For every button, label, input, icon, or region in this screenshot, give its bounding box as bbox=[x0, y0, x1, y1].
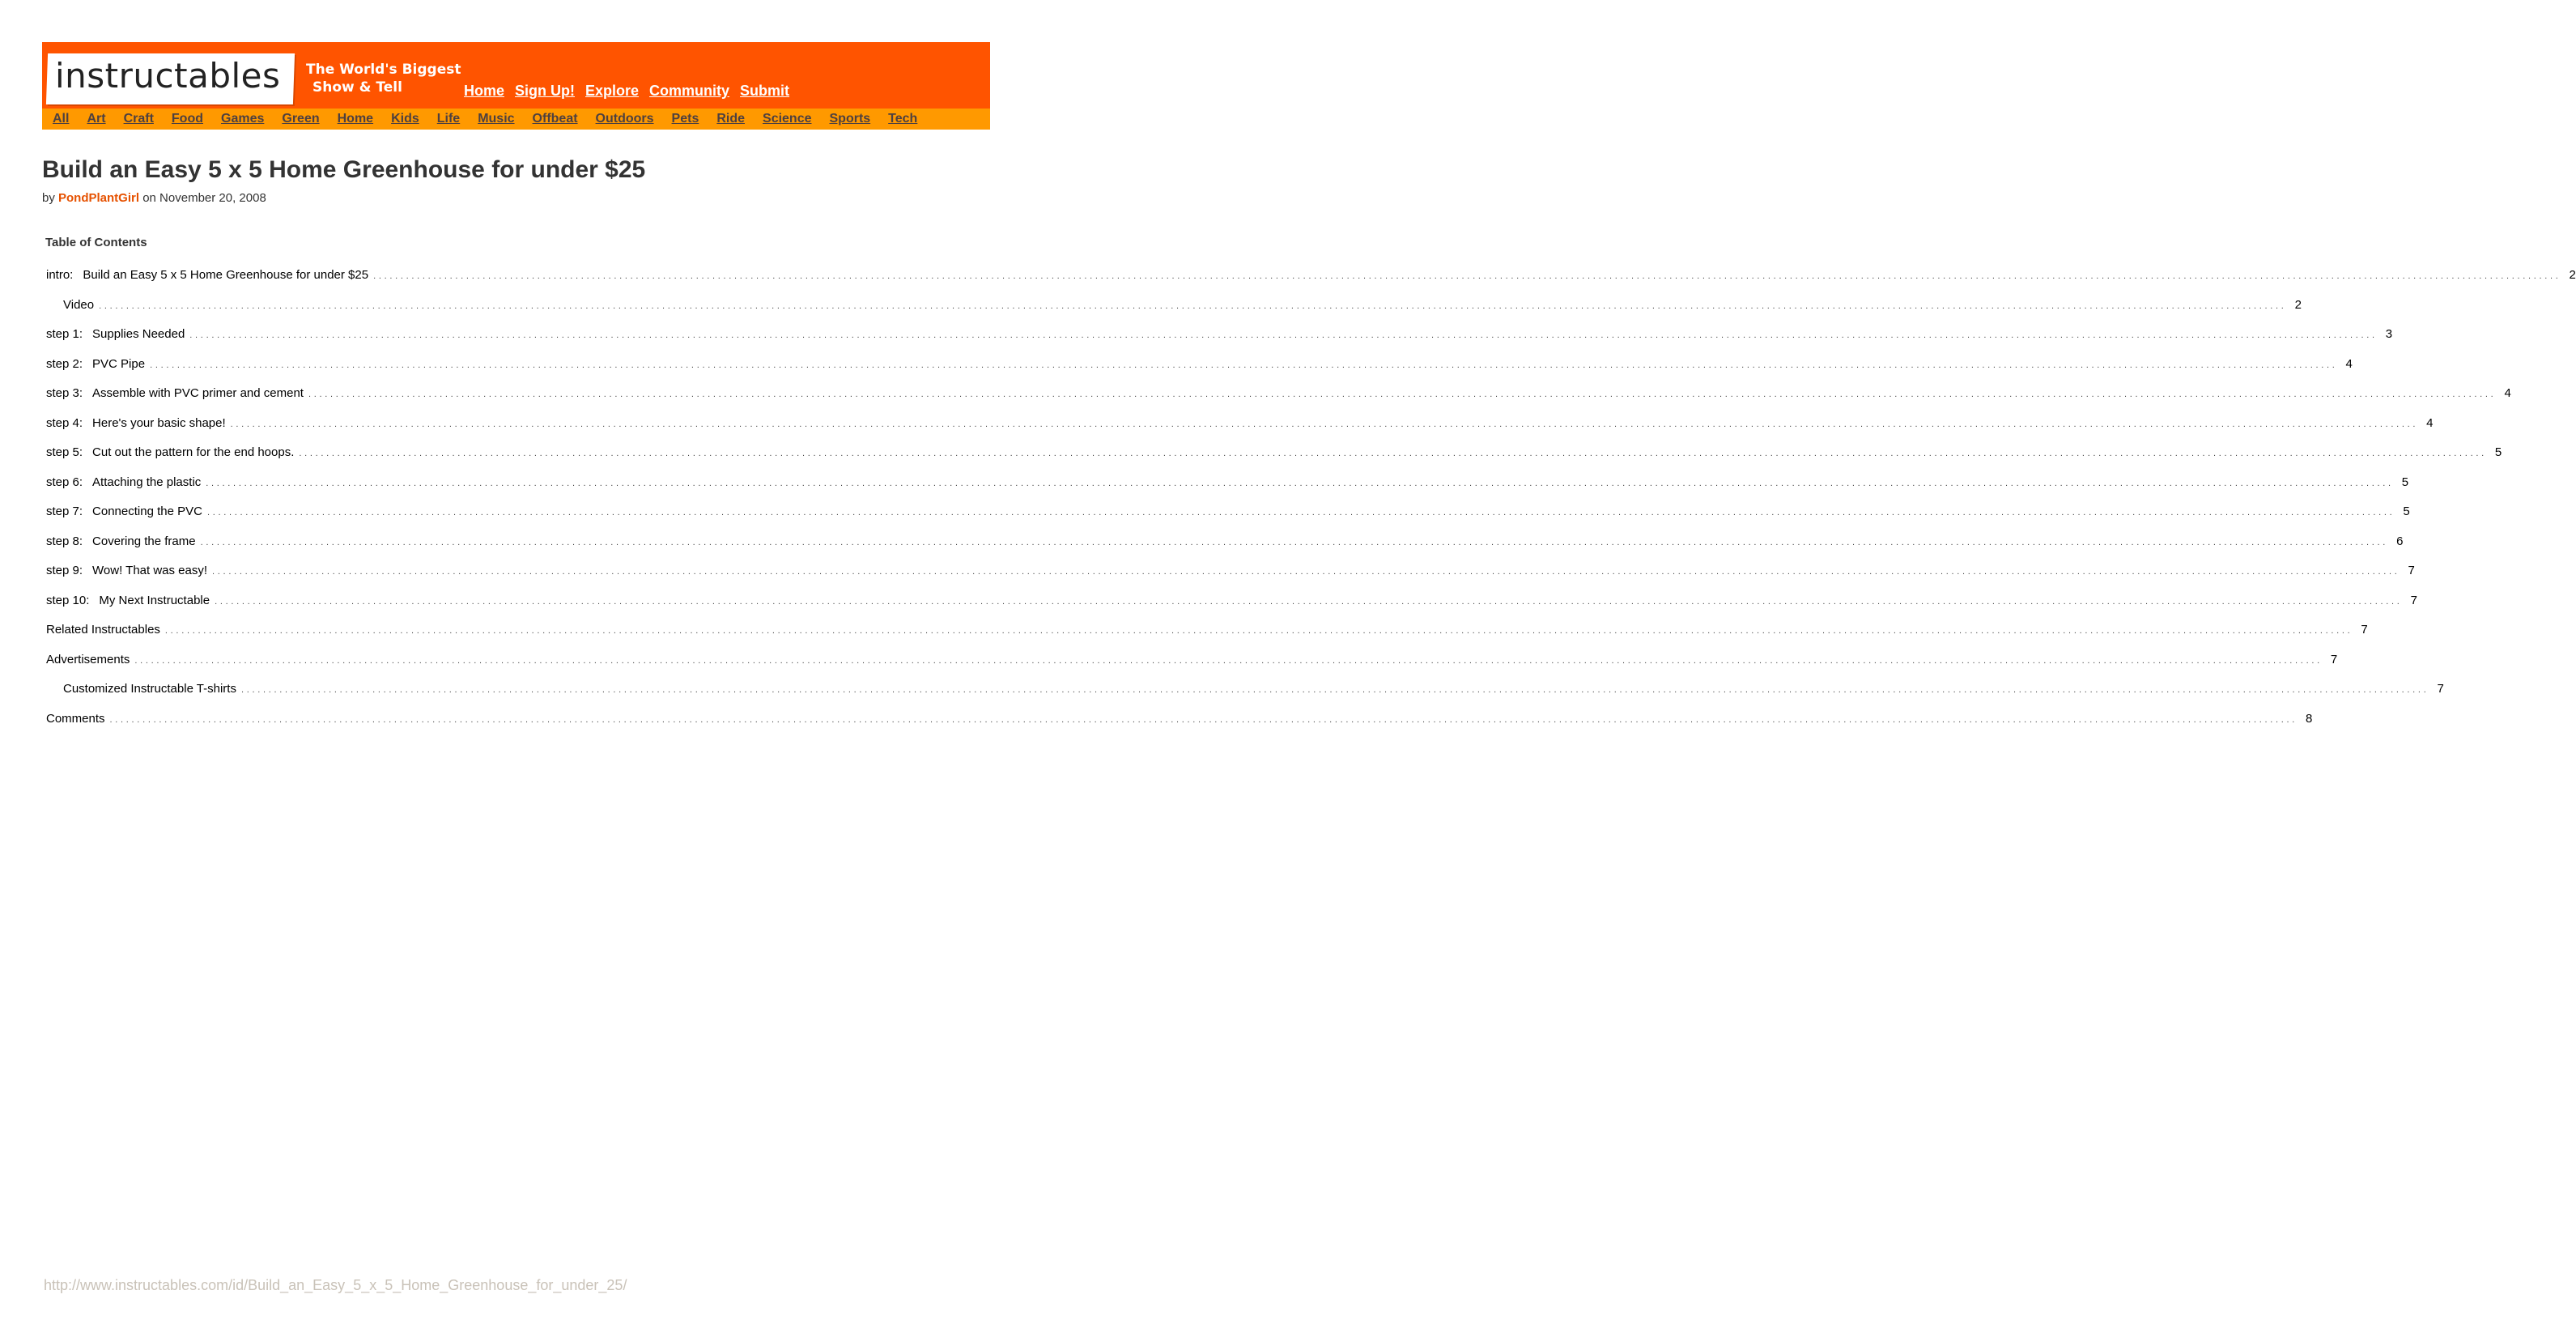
toc-entry[interactable] bbox=[46, 505, 2410, 534]
toc-entry-label: Connecting the PVC bbox=[92, 505, 202, 518]
toc-page-number: 7 bbox=[2437, 682, 2444, 696]
category-kids[interactable]: Kids bbox=[391, 112, 419, 126]
toc-entry[interactable] bbox=[46, 534, 2404, 564]
toc-leader-dots: ................................................................................................................................................................................................................................................................................................................................................................................................................ bbox=[230, 419, 2419, 429]
toc-entry-title bbox=[46, 416, 226, 430]
category-outdoors[interactable]: Outdoors bbox=[595, 112, 654, 126]
toc-entry-title bbox=[46, 653, 130, 666]
toc-entry[interactable] bbox=[46, 682, 2444, 712]
toc-entry[interactable] bbox=[46, 652, 2338, 683]
toc-leader-dots: ................................................................................................................................................................................................................................................................................................................................................................................................................ bbox=[109, 714, 2298, 725]
toc-entry-number: step 2: bbox=[46, 356, 83, 371]
toc-entry-title bbox=[46, 445, 294, 459]
toc-page-number: 5 bbox=[2494, 445, 2502, 459]
toc-entry-title bbox=[46, 357, 145, 371]
toc-leader-dots: ................................................................................................................................................................................................................................................................................................................................................................................................................ bbox=[189, 330, 2378, 340]
footer-url: http://www.instructables.com/id/Build_an_Easy_5_x_5_Home_Greenhouse_for_under_25/ bbox=[44, 1277, 627, 1293]
author-link[interactable]: PondPlantGirl bbox=[58, 191, 140, 205]
category-food[interactable]: Food bbox=[171, 112, 203, 126]
toc-leader-dots: ................................................................................................................................................................................................................................................................................................................................................................................................................ bbox=[240, 685, 2429, 695]
toc-entry-label: Build an Easy 5 x 5 Home Greenhouse for under $25 bbox=[83, 268, 369, 282]
nav-home-link[interactable]: Home bbox=[464, 83, 505, 99]
top-nav bbox=[464, 83, 789, 100]
toc-entry-title bbox=[46, 386, 304, 400]
toc-entry-number: step 10: bbox=[46, 593, 90, 607]
toc-entry-label: Supplies Needed bbox=[92, 327, 185, 341]
toc-page-number: 7 bbox=[2361, 623, 2368, 637]
toc-entry[interactable] bbox=[46, 297, 2302, 328]
toc-entry-number: step 8: bbox=[46, 534, 83, 548]
site-logo[interactable]: instructables bbox=[55, 56, 281, 96]
toc-leader-dots: ................................................................................................................................................................................................................................................................................................................................................................................................................ bbox=[99, 300, 2287, 311]
toc-entry-label: Cut out the pattern for the end hoops. bbox=[92, 445, 295, 459]
toc-entry-title bbox=[46, 534, 196, 548]
category-sports[interactable]: Sports bbox=[829, 112, 871, 126]
toc-entry-title bbox=[46, 505, 202, 518]
toc-entry[interactable] bbox=[46, 415, 2434, 446]
table-of-contents bbox=[46, 268, 2576, 741]
toc-entry-label: Attaching the plastic bbox=[92, 475, 202, 489]
toc-entry[interactable] bbox=[46, 475, 2409, 505]
toc-page-number: 4 bbox=[2345, 356, 2353, 371]
toc-heading: Table of Contents bbox=[45, 236, 147, 249]
header-topbar bbox=[42, 42, 990, 109]
toc-entry-title bbox=[46, 712, 105, 726]
category-music[interactable]: Music bbox=[478, 112, 515, 126]
toc-entry-number: step 6: bbox=[46, 475, 83, 489]
category-all[interactable]: All bbox=[53, 112, 70, 126]
category-science[interactable]: Science bbox=[763, 112, 812, 126]
category-offbeat[interactable]: Offbeat bbox=[532, 112, 578, 126]
toc-entry-number: step 5: bbox=[46, 445, 83, 459]
toc-entry-title bbox=[63, 298, 94, 312]
toc-entry-label: Comments bbox=[46, 711, 105, 726]
toc-leader-dots: ................................................................................................................................................................................................................................................................................................................................................................................................................ bbox=[215, 596, 2403, 607]
toc-page-number: 2 bbox=[2294, 297, 2302, 312]
site-header bbox=[42, 42, 990, 130]
page-title: Build an Easy 5 x 5 Home Greenhouse for under $25 bbox=[42, 156, 646, 183]
toc-leader-dots: ................................................................................................................................................................................................................................................................................................................................................................................................................ bbox=[299, 449, 2487, 458]
toc-leader-dots: ................................................................................................................................................................................................................................................................................................................................................................................................................ bbox=[308, 390, 2497, 399]
toc-entry[interactable] bbox=[46, 268, 2576, 298]
toc-entry-number: step 9: bbox=[46, 564, 83, 577]
category-tech[interactable]: Tech bbox=[888, 112, 918, 126]
byline bbox=[42, 191, 266, 205]
toc-page-number: 5 bbox=[2403, 505, 2410, 518]
toc-leader-dots: ................................................................................................................................................................................................................................................................................................................................................................................................................ bbox=[164, 626, 2353, 636]
toc-leader-dots: ................................................................................................................................................................................................................................................................................................................................................................................................................ bbox=[212, 567, 2400, 577]
toc-entry[interactable] bbox=[46, 564, 2415, 594]
toc-entry-label: Customized Instructable T-shirts bbox=[63, 682, 236, 696]
category-games[interactable]: Games bbox=[221, 112, 265, 126]
category-art[interactable]: Art bbox=[87, 112, 106, 126]
toc-entry-number: step 3: bbox=[46, 386, 83, 400]
toc-entry-title bbox=[46, 327, 185, 341]
toc-entry-number: step 4: bbox=[46, 415, 83, 430]
toc-entry-label: Related Instructables bbox=[46, 623, 160, 637]
nav-community-link[interactable]: Community bbox=[649, 83, 730, 99]
toc-entry-title bbox=[46, 623, 160, 637]
tagline-line-1: The World's Biggest bbox=[306, 62, 461, 78]
toc-leader-dots: ................................................................................................................................................................................................................................................................................................................................................................................................................ bbox=[373, 271, 2561, 281]
toc-entry-label: Covering the frame bbox=[92, 534, 196, 548]
toc-entry-number: step 1: bbox=[46, 327, 83, 341]
site-tagline bbox=[306, 61, 461, 96]
toc-entry-label: Advertisements bbox=[46, 652, 130, 666]
category-bar bbox=[42, 109, 990, 130]
nav-submit-link[interactable]: Submit bbox=[740, 83, 790, 99]
toc-page-number: 7 bbox=[2330, 652, 2338, 666]
toc-page-number: 3 bbox=[2385, 327, 2393, 341]
toc-leader-dots: ................................................................................................................................................................................................................................................................................................................................................................................................................ bbox=[200, 537, 2389, 547]
toc-page-number: 7 bbox=[2408, 564, 2415, 577]
nav-signup-link[interactable]: Sign Up! bbox=[515, 83, 576, 99]
toc-entry-title bbox=[63, 682, 236, 696]
toc-entry-label: Wow! That was easy! bbox=[92, 564, 208, 577]
toc-page-number: 5 bbox=[2401, 475, 2409, 489]
toc-entry-label: Here's your basic shape! bbox=[92, 415, 226, 430]
category-pets[interactable]: Pets bbox=[671, 112, 699, 126]
toc-entry-title bbox=[46, 268, 368, 282]
toc-entry-title bbox=[46, 564, 207, 577]
toc-entry-number: intro: bbox=[46, 268, 74, 282]
toc-page-number: 4 bbox=[2426, 415, 2434, 430]
toc-page-number: 2 bbox=[2569, 268, 2576, 282]
publish-date: on November 20, 2008 bbox=[142, 191, 266, 205]
category-life[interactable]: Life bbox=[436, 112, 461, 126]
toc-page-number: 8 bbox=[2306, 711, 2313, 726]
toc-entry-label: PVC Pipe bbox=[92, 356, 146, 371]
toc-page-number: 7 bbox=[2410, 593, 2417, 607]
toc-entry[interactable] bbox=[46, 593, 2417, 624]
category-craft[interactable]: Craft bbox=[123, 112, 154, 126]
toc-entry[interactable] bbox=[46, 386, 2511, 416]
toc-leader-dots: ................................................................................................................................................................................................................................................................................................................................................................................................................ bbox=[206, 478, 2394, 488]
toc-entry-label: Assemble with PVC primer and cement bbox=[92, 386, 304, 400]
tagline-line-2: Show & Tell bbox=[312, 79, 402, 96]
toc-leader-dots: ................................................................................................................................................................................................................................................................................................................................................................................................................ bbox=[206, 508, 2395, 517]
toc-entry-label: My Next Instructable bbox=[99, 593, 210, 607]
category-ride[interactable]: Ride bbox=[716, 112, 746, 126]
toc-entry-title bbox=[46, 475, 201, 489]
category-green[interactable]: Green bbox=[282, 112, 320, 126]
toc-entry[interactable] bbox=[46, 327, 2393, 357]
toc-entry[interactable] bbox=[46, 623, 2368, 653]
toc-leader-dots: ................................................................................................................................................................................................................................................................................................................................................................................................................ bbox=[150, 360, 2338, 370]
byline-by: by bbox=[42, 191, 55, 205]
nav-explore-link[interactable]: Explore bbox=[585, 83, 640, 99]
category-home[interactable]: Home bbox=[337, 112, 374, 126]
toc-entry-number: step 7: bbox=[46, 505, 83, 518]
toc-leader-dots: ................................................................................................................................................................................................................................................................................................................................................................................................................ bbox=[134, 655, 2323, 666]
toc-page-number: 4 bbox=[2504, 386, 2511, 400]
toc-entry[interactable] bbox=[46, 356, 2353, 387]
toc-entry-title bbox=[46, 594, 210, 607]
toc-entry[interactable] bbox=[46, 711, 2313, 742]
toc-page-number: 6 bbox=[2396, 534, 2404, 548]
toc-entry-label: Video bbox=[63, 297, 95, 312]
toc-entry[interactable] bbox=[46, 445, 2502, 475]
